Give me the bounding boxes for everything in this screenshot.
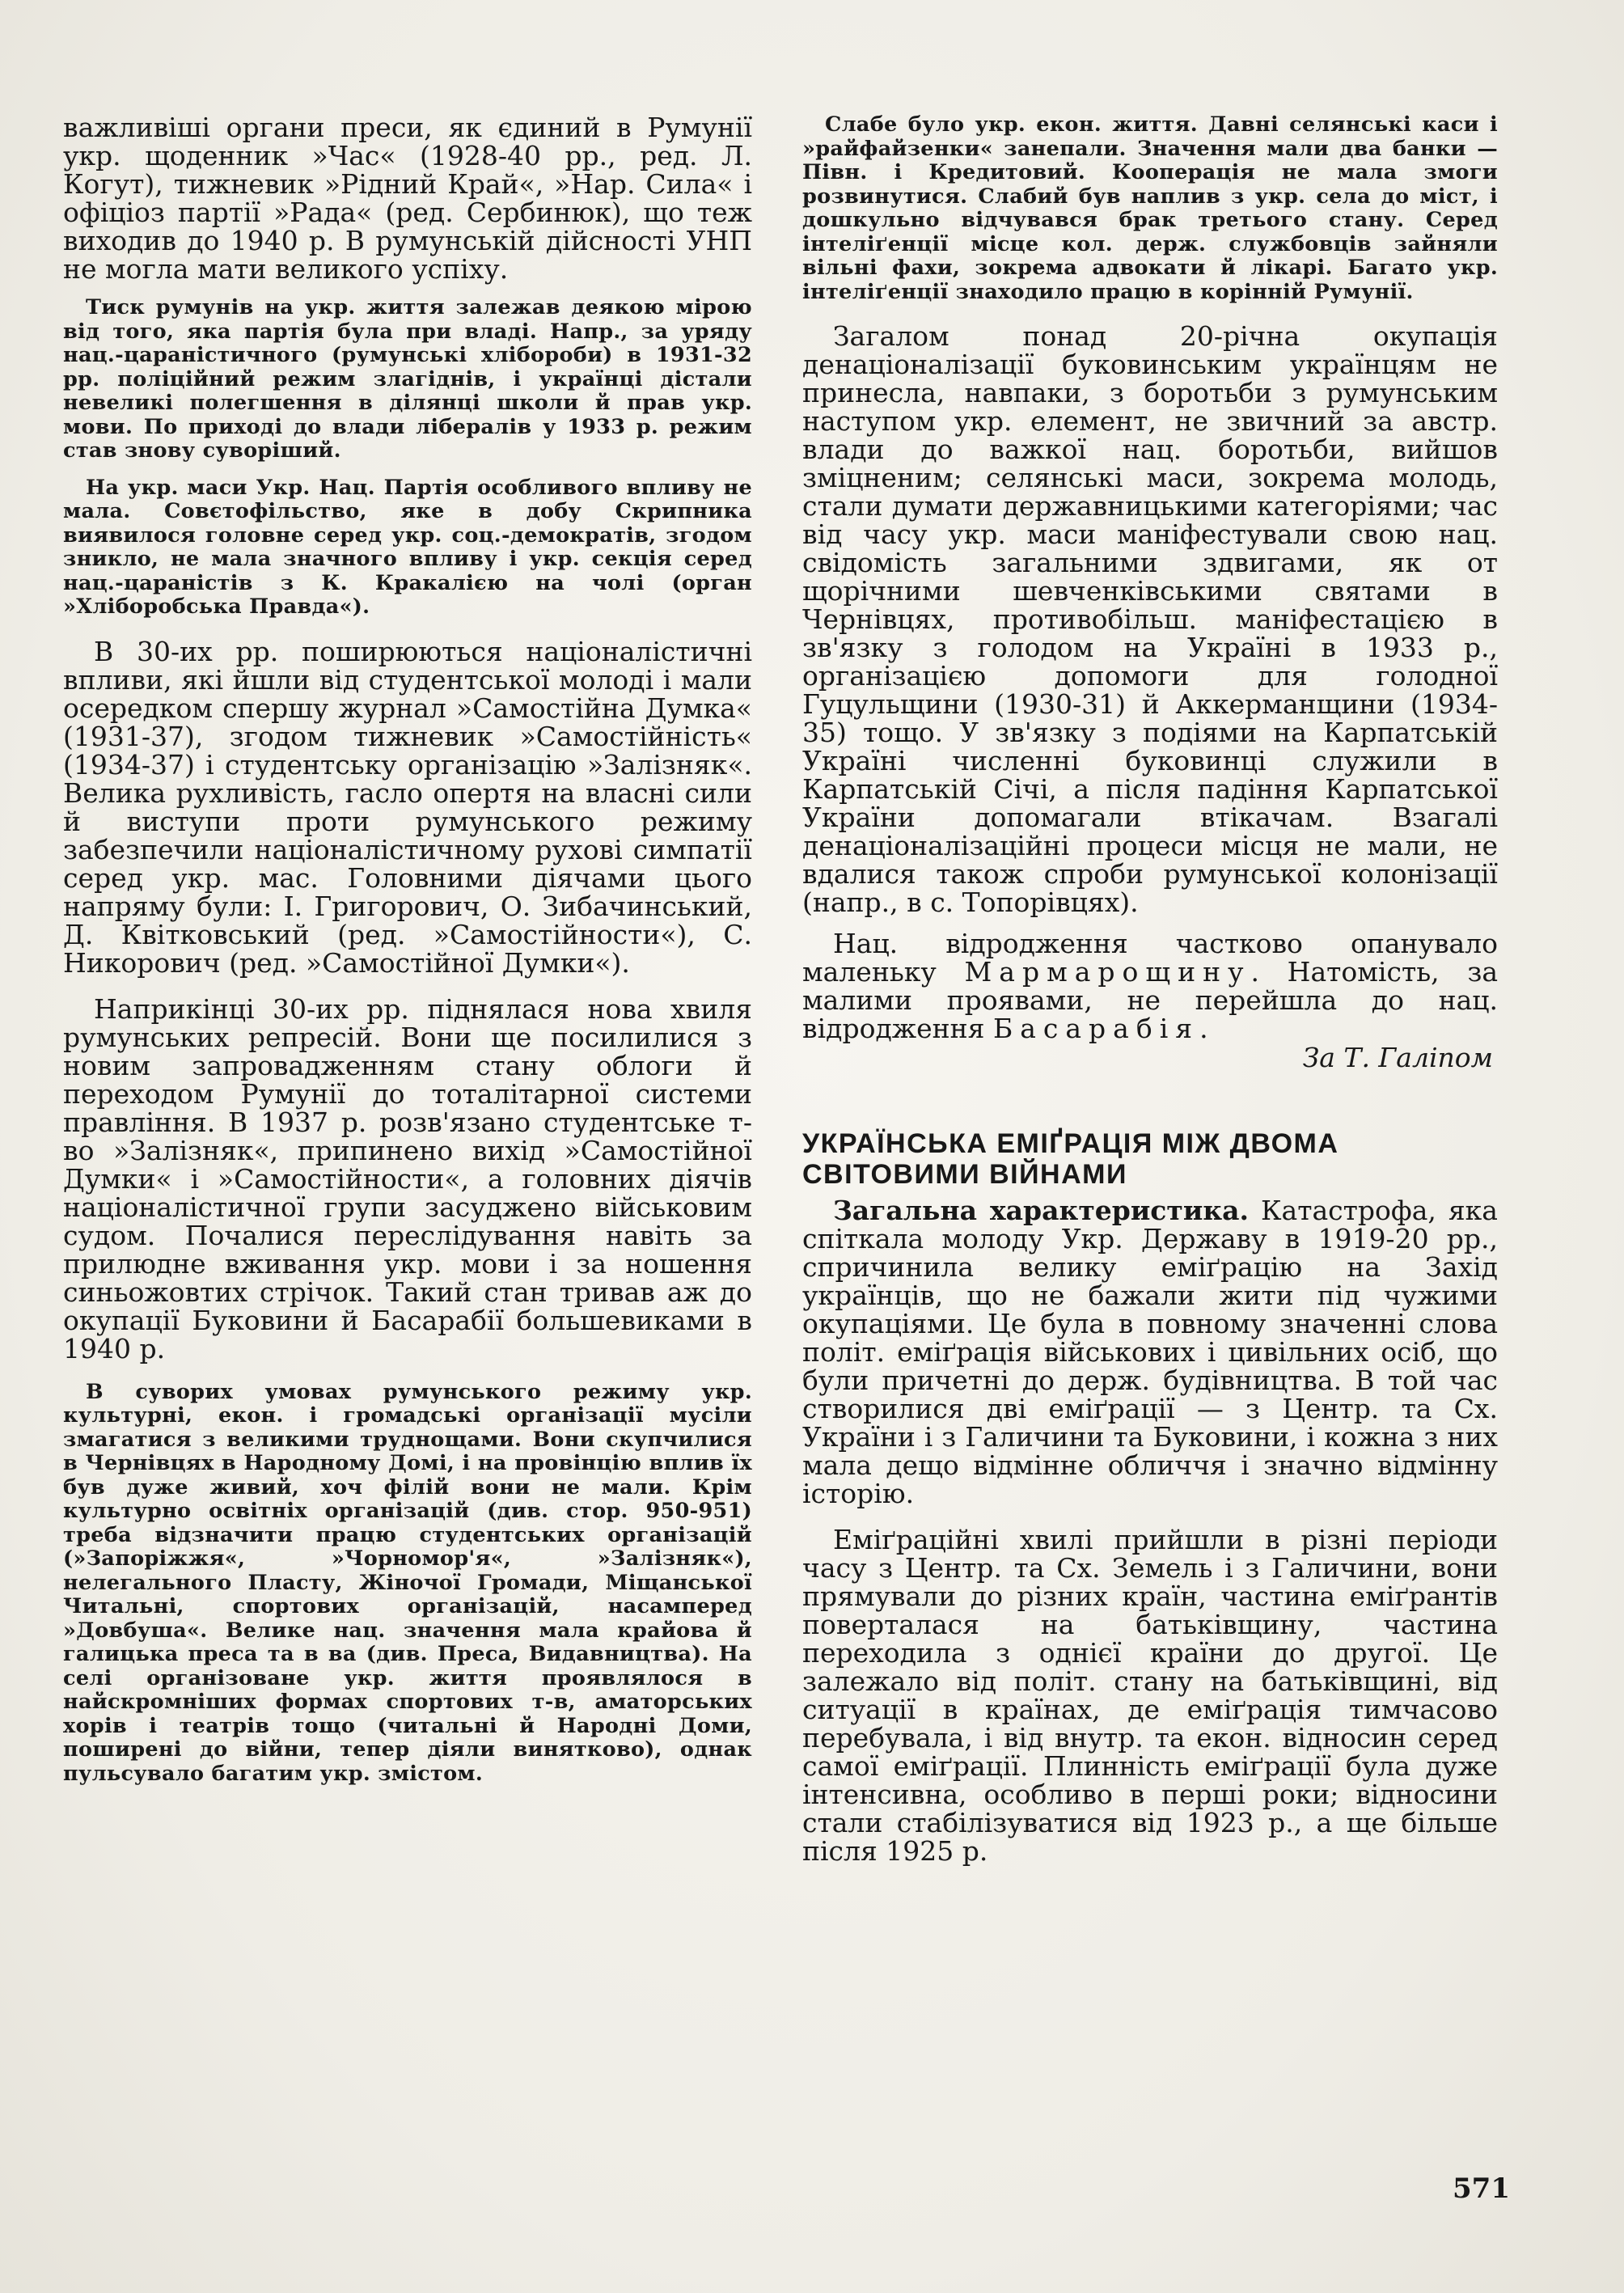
place-name-marmaroshchyna: Мармарощину [964,956,1251,988]
right-paragraph-3 [802,929,1498,1043]
right-paragraph-3-text-e: . [1199,1013,1208,1044]
left-paragraph-2: Тиск румунів на укр. життя залежав деякою мірою від того, яка партія була при владі. Напр., за уряду нац.-цараністичного (румунські хлібороби) в 1931-32 рр. поліційний режим злагіднів, і українці дістали невеликі полегшення в ділянці школи й прав укр. мови. По приході до влади лібералів у 1933 р. режим став знову суворіший. [63,295,752,463]
right-paragraph-4-text: Катастрофа, яка спіткала молоду Укр. Державу в 1919-20 рр., спричинила велику еміґрацію на Захід українців, що не бажали жити під чужими окупаціями. Це була в повному значенні слова політ. еміґрація військових і цивільних осіб, що були причетні до держ. будівництва. В той час створилися дві еміґрації — з Центр. та Сх. України і з Галичини та Буковини, і кожна з них мала дещо відмінне обличчя і значно відмінну історію. [802,1195,1498,1509]
right-paragraph-3-text-c: . Натомість, за малими проявами, не перейшла до нац. відродження [802,956,1498,1044]
place-name-basarabiia: Басарабія [992,1013,1200,1044]
right-paragraph-3-text-a: Нац. відродження частково опанувало маленьку [802,928,1498,988]
left-paragraph-6: В суворих умовах румунського режиму укр. культурні, екон. і громадські організації мусіли змагатися з великими труднощами. Вони скупчилися в Чернівцях в Народному Домі, і на провінцію вплив їх був дуже живий, хоч філій вони не мали. Крім культурно освітніх організацій (див. стор. 950-951) треба відзначити працю студентських організацій (»Запоріжжя«, »Чорномор'я«, »Залізняк«), нелегального Пласту, Жіночої Громади, Міщанської Читальні, спортових організацій, насамперед »Довбуша«. Велике нац. значення мала крайова й галицька преса та в ва (див. Преса, Видавництва). На селі організоване укр. життя проявлялося в найскромніших формах спортових т-в, аматорських хорів і театрів тощо (читальні й Народні Доми, поширені до війни, тепер діяли винятково), однак пульсувало багатим укр. змістом. [63,1379,752,1786]
right-paragraph-4 [802,1196,1498,1508]
left-paragraph-1: важливіші органи преси, як єдиний в Румунії укр. щоденник »Час« (1928-40 рр., ред. Л. Когут), тижневик »Рідний Край«, »Нар. Сила« і офіціоз партії »Рада« (ред. Сербинюк), що теж виходив до 1940 р. В румунській дійсності УНП не могла мати великого успіху. [63,112,752,285]
left-paragraph-5: Наприкінці 30-их рр. піднялася нова хвиля румунських репресій. Вони ще посилилися з новим запровадженням стану облоги й переходом Румунії до тоталітарної системи правління. В 1937 р. розв'язано студентське т-во »Залізняк«, припинено вихід »Самостійної Думки« і »Самостійности«, а головних діячів націоналістичної групи засуджено військовим судом. Почалися переслідування навіть за прилюдне вживання укр. мови і за ношення синьожовтих стрічок. Такий стан тривав аж до окупації Буковини й Басарабії большевиками в 1940 р. [63,992,752,1364]
left-paragraph-4: В 30-их рр. поширюються націоналістичні впливи, які йшли від студентської молоді і мали осередком спершу журнал »Самостійна Думка« (1931-37), згодом тижневик »Самостійність« (1934-37) і студентську організацію »Залізняк«. Велика рухливість, гасло опертя на власні сили й виступи проти румунського режиму забезпечили націоналістичному рухові симпатії серед укр. мас. Головними діячами цього напряму були: І. Григорович, О. Зибачинський, Д. Квітковський (ред. »Самостійности«), С. Никорович (ред. »Самостійної Думки«). [63,635,752,979]
right-paragraph-5: Еміґраційні хвилі прийшли в різні періоди часу з Центр. та Сх. Земель і з Галичини, вони прямували до різних країн, частина еміґрантів поверталася на батьківщину, частина переходила з однієї країни до другої. Це залежало від політ. стану на батьківщині, від ситуації в країнах, де еміґрація тимчасово перебувала, і від внутр. та екон. відносин серед самої еміґрації. Плинність еміґрації була дуже інтенсивна, особливо в перші роки; відносини стали стабілізуватися від 1923 р., а ще більше після 1925 р. [802,1524,1498,1867]
left-column [63,113,752,1786]
right-column [802,113,1498,1865]
section-heading: УКРАЇНСЬКА ЕМІҐРАЦІЯ МІЖ ДВОМА СВІТОВИМИ ВІЙНАМИ [802,1128,1339,1190]
page-number: 571 [1453,2172,1510,2205]
author-signature: За Т. Галіпом [1302,1042,1493,1073]
left-paragraph-3: На укр. маси Укр. Нац. Партія особливого впливу не мала. Совєтофільство, яке в добу Скрипника виявилося головне серед укр. соц.-демократів, згодом зникло, не мала значного впливу і укр. секція серед нац.-цараністів з К. Кракалією на чолі (орган »Хліборобська Правда«). [63,475,752,619]
subsection-lead: Загальна характеристика. [833,1195,1250,1226]
right-paragraph-1: Слабе було укр. екон. життя. Давні селянські каси і »райфайзенки« занепали. Значення мали два банки — Півн. і Кредитовий. Кооперація не мала змоги розвинутися. Слабий був наплив з укр. села до міст, і дошкульно відчувався брак третього стану. Серед інтеліґенції місце кол. держ. службовців зайняли вільні фахи, зокрема адвокати й лікарі. Багато укр. інтеліґенції знаходило працю в корінній Румунії. [802,112,1498,304]
right-paragraph-2: Загалом понад 20-річна окупація денаціоналізації буковинським українцям не принесла, навпаки, з боротьби з румунським наступом укр. елемент, не звичний за австр. влади до важкої нац. боротьби, вийшов зміцненим; селянські маси, зокрема молодь, стали думати державницькими категоріями; час від часу укр. маси маніфестували свою нац. свідомість загальними здвигами, як от щорічними шевченківськими святами в Чернівцях, противобільш. маніфестацією в зв'язку з голодом на Україні в 1933 р., організацією допомоги для голодної Гуцульщини (1930-31) й Аккерманщини (1934-35) тощо. У зв'язку з подіями на Карпатській Україні численні буковинці служили в Карпатській Січі, а після падіння Карпатської України допомагали втікачам. Взагалі денаціоналізаційні процеси місця не мали, не вдалися також спроби румунської колонізації (напр., в с. Топорівцях). [802,320,1498,918]
